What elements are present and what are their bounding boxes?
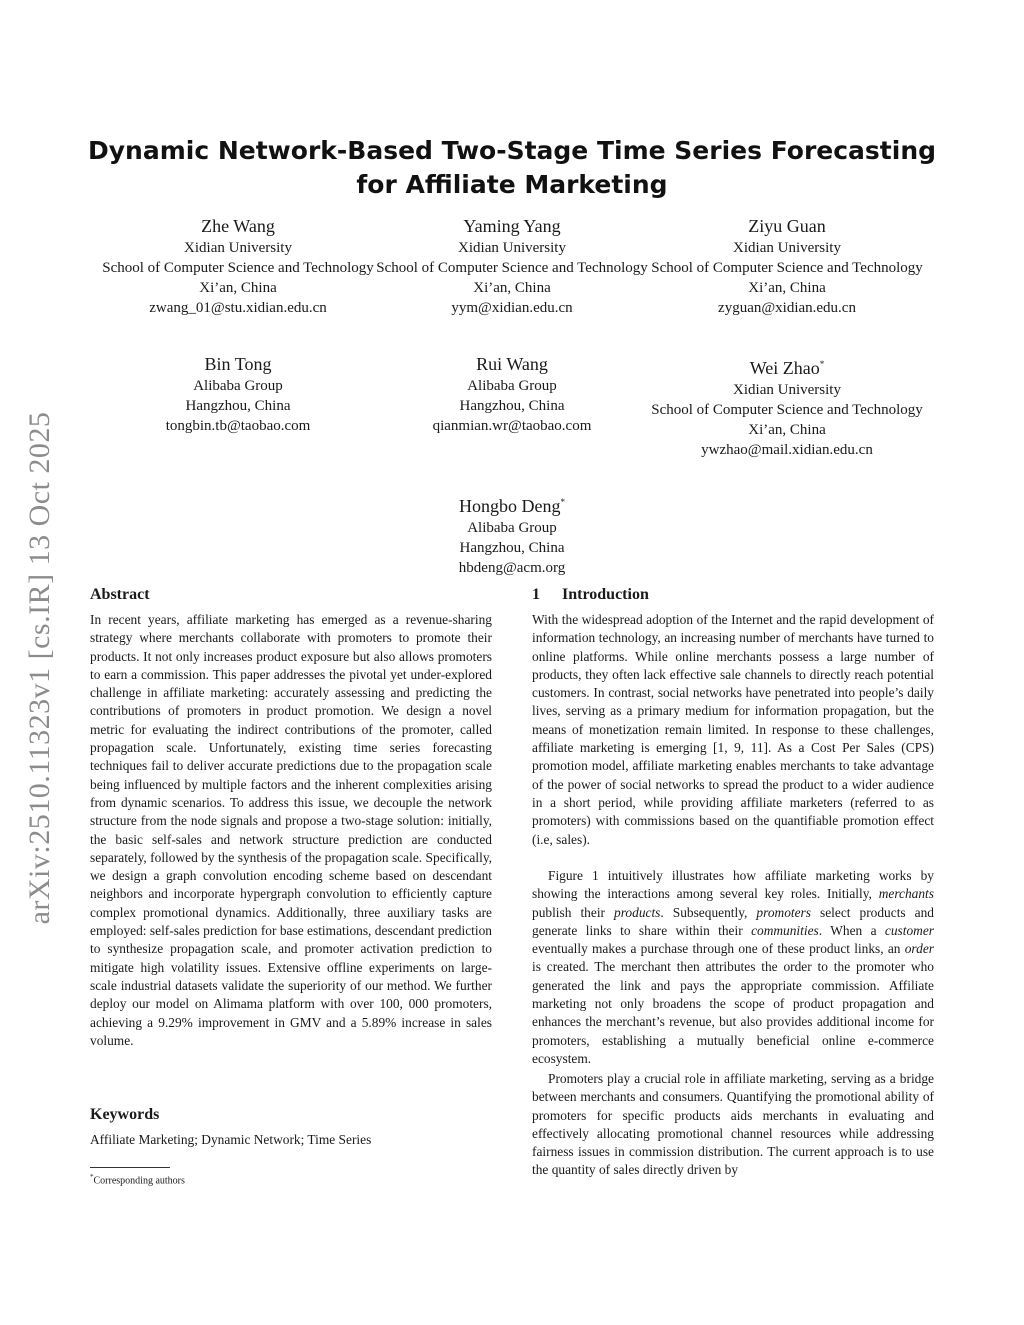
author-name: Zhe Wang — [201, 216, 275, 236]
paper-title: Dynamic Network-Based Two-Stage Time Series Forecasting for Affiliate Marketing — [87, 136, 937, 199]
author-email: qianmian.wr@taobao.com — [432, 418, 592, 434]
footnote — [90, 1173, 185, 1186]
author-affiliation: School of Computer Science and Technology — [651, 402, 923, 418]
author-block — [98, 353, 378, 436]
author-affiliation: School of Computer Science and Technology — [102, 260, 374, 276]
section-title: Introduction — [562, 586, 649, 603]
footnote-mark: * — [90, 1173, 94, 1181]
abstract-heading: Abstract — [90, 586, 150, 603]
author-affiliation: Hangzhou, China — [459, 398, 565, 414]
author-name: Bin Tong — [204, 354, 272, 374]
author-name: Hongbo Deng* — [459, 496, 565, 516]
corresponding-mark: * — [819, 359, 825, 369]
author-affiliation: Xidian University — [184, 240, 292, 256]
corresponding-mark: * — [560, 497, 565, 507]
author-email: zwang_01@stu.xidian.edu.cn — [149, 300, 327, 316]
author-affiliation: Xidian University — [733, 382, 841, 398]
author-email: ywzhao@mail.xidian.edu.cn — [701, 442, 873, 458]
footnote-rule — [90, 1167, 170, 1168]
intro-paragraph-2: Figure 1 intuitively illustrates how affiliate marketing works by showing the interactions among several key roles. Initially, merchants publish their products. Subsequently, promoters select products and generate links to share within their communities. When a customer eventually makes a purchase through one of these product links, an order is created. The merchant then attributes the order to the promoter who generated the link and pays the appropriate commission. Affiliate marketing not only broadens the scope of product propagation and enhances the merchant’s revenue, but also provides additional income for promoters, establishing a mutually beneficial online e-commerce ecosystem. — [532, 868, 934, 1066]
author-affiliation: Xi’an, China — [748, 422, 826, 438]
author-affiliation: Alibaba Group — [467, 520, 557, 536]
keywords-heading: Keywords — [90, 1106, 160, 1123]
introduction-heading — [532, 586, 649, 604]
author-affiliation: Alibaba Group — [193, 378, 283, 394]
author-name: Yaming Yang — [463, 216, 561, 236]
intro-paragraph-3: Promoters play a crucial role in affiliate marketing, serving as a bridge between merchants and consumers. Quantifying the promotional ability of promoters for specific products aids merchants in evaluating and effectively allocating promotional channel resources while addressing fairness issues in commission distribution. The current approach is to use the quantity of sales directly driven by — [532, 1071, 934, 1178]
author-block — [647, 215, 927, 318]
author-name: Rui Wang — [476, 354, 548, 374]
author-affiliation: Xi’an, China — [748, 280, 826, 296]
author-email: yym@xidian.edu.cn — [451, 300, 573, 316]
author-affiliation: Xi’an, China — [473, 280, 551, 296]
author-email: zyguan@xidian.edu.cn — [718, 300, 856, 316]
abstract-text: In recent years, affiliate marketing has emerged as a revenue-sharing strategy where merchants collaborate with promoters to promote their products. It not only increases product exposure but also allows promoters to earn a commission. This paper addresses the pivotal yet under-explored challenge in affiliate marketing: accurately assessing and predicting the contributions of promoters in product promotion. We design a novel metric for evaluating the indirect contributions of the promoter, called propagation scale. Unfortunately, existing time series forecasting techniques fail to deliver accurate predictions due to the propagation scale being influenced by multiple factors and the inherent complexities arising from dynamic scenarios. To address this issue, we decouple the network structure from the node signals and propose a two-stage solution: initially, the basic self-sales and network structure prediction are conducted separately, followed by the synthesis of the propagation scale. Specifically, we design a graph convolution encoding scheme based on descendant neighbors and incorporate hypergraph convolution to efficiently capture complex promotional dynamics. Additionally, three auxiliary tasks are employed: self-sales prediction for base estimations, descendant prediction to synthesize propagation scale, and promoter activation prediction to mitigate high volatility issues. Extensive offline experiments on large-scale industrial datasets validate the superiority of our method. We further deploy our model on Alimama platform with over 100, 000 promoters, achieving a 9.29% improvement in GMV and a 5.89% increase in sales volume. — [90, 612, 492, 1048]
author-block — [647, 353, 927, 460]
author-affiliation: Xidian University — [458, 240, 566, 256]
author-email: hbdeng@acm.org — [458, 560, 566, 576]
arxiv-identifier: arXiv:2510.11323v1 [cs.IR] 13 Oct 2025 — [23, 411, 56, 925]
author-affiliation: Alibaba Group — [467, 378, 557, 394]
intro-paragraph-1: With the widespread adoption of the Internet and the rapid development of information technology, an increasing number of merchants have turned to online platforms. While online merchants possess a large number of products, they often lack effective sale channels to directly reach potential customers. In contrast, social networks have penetrated into people’s daily lives, serving as a primary medium for information propagation, but the means of monetization remain limited. In response to these challenges, affiliate marketing is emerging [1, 9, 11]. As a Cost Per Sales (CPS) promotion model, affiliate marketing enables merchants to take advantage of the power of social networks to spread the product to a wider audience in a short period, while providing affiliate marketers (referred to as promoters) with commissions based on the quantifiable promotion effect (i.e, sales). — [532, 612, 934, 847]
author-block — [372, 353, 652, 436]
author-name: Ziyu Guan — [748, 216, 826, 236]
author-block — [372, 215, 652, 318]
author-affiliation: Xidian University — [733, 240, 841, 256]
keywords-text: Affiliate Marketing; Dynamic Network; Time Series — [90, 1132, 372, 1147]
author-block — [98, 215, 378, 318]
author-affiliation: School of Computer Science and Technology — [376, 260, 648, 276]
author-affiliation: Hangzhou, China — [185, 398, 291, 414]
author-affiliation: Hangzhou, China — [459, 540, 565, 556]
author-affiliation: School of Computer Science and Technology — [651, 260, 923, 276]
author-affiliation: Xi’an, China — [199, 280, 277, 296]
footnote-text: Corresponding authors — [93, 1175, 185, 1187]
author-block — [372, 491, 652, 578]
author-name: Wei Zhao* — [749, 358, 825, 378]
author-email: tongbin.tb@taobao.com — [165, 418, 311, 434]
section-number: 1 — [532, 586, 540, 603]
